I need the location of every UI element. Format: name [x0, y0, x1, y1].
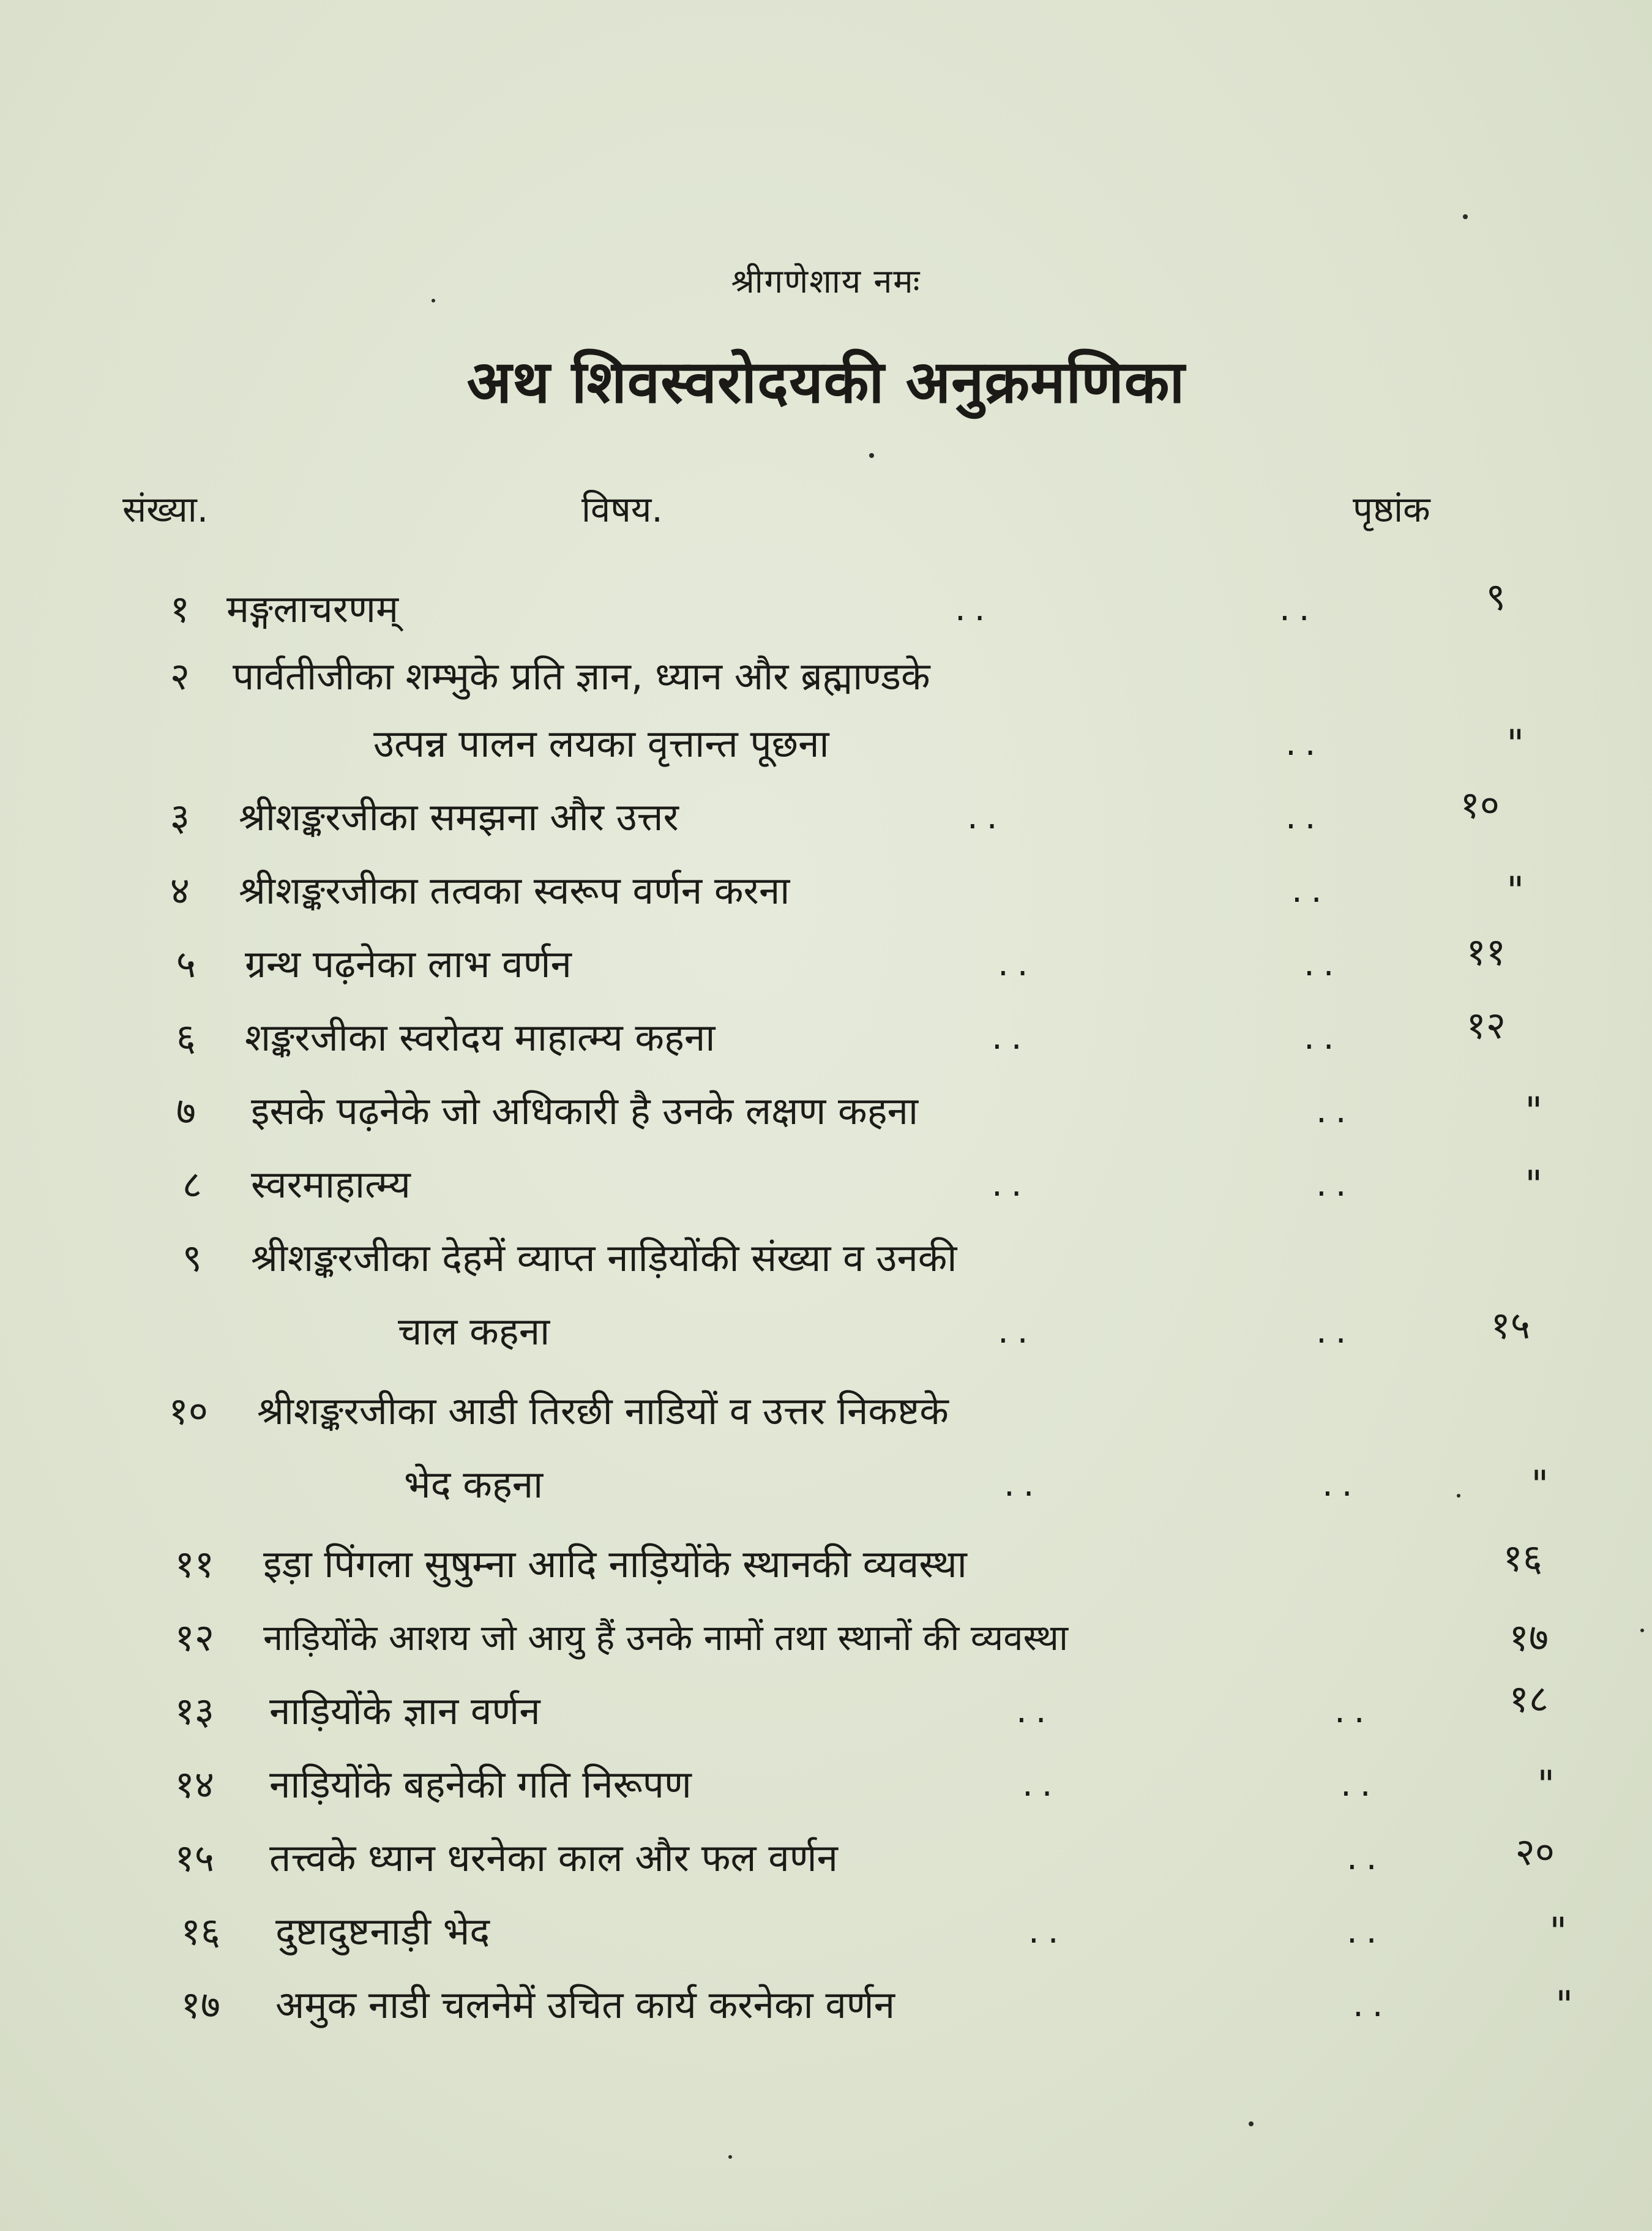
entry-number: ९ [182, 1235, 202, 1280]
leader-dots: .. [1316, 1091, 1355, 1131]
entry-number: ७ [176, 1089, 196, 1133]
entry-subject: श्रीशङ्करजीका देहमें व्याप्त नाड़ियोंकी संख्या व उनकी [251, 1235, 957, 1280]
toc-entry [0, 1978, 1652, 2033]
entry-subject: इड़ा पिंगला सुषुम्ना आदि नाड़ियोंके स्थानकी व्यवस्था [263, 1542, 967, 1586]
entry-number: १६ [181, 1909, 220, 1954]
toc-entry [0, 1831, 1652, 1886]
entry-number: ६ [176, 1015, 196, 1060]
leader-dots: .. [1304, 1018, 1343, 1057]
entry-number: १ [170, 587, 190, 631]
leader-dots: .. [1316, 1164, 1355, 1204]
entry-subject-continued: चाल कहना [398, 1309, 550, 1354]
leader-dots: .. [1279, 589, 1318, 629]
entry-page: १८ [1509, 1676, 1549, 1721]
entry-page: " [1531, 1462, 1549, 1507]
paper-speck [1249, 2121, 1254, 2126]
leader-dots: .. [1285, 797, 1325, 837]
toc-entry [0, 1084, 1652, 1139]
entry-number: १५ [174, 1835, 214, 1880]
entry-subject: तत्त्वके ध्यान धरनेका काल और फल वर्णन [269, 1835, 838, 1880]
entry-page: " [1506, 868, 1524, 913]
entry-subject-continued: भेद कहना [404, 1462, 544, 1507]
leader-dots: .. [955, 589, 994, 629]
toc-entry-continuation [0, 716, 1652, 771]
leader-dots: .. [998, 1311, 1037, 1351]
entry-subject: शङ्करजीका स्वरोदय माहात्म्य कहना [245, 1015, 716, 1060]
entry-page: " [1549, 1909, 1567, 1954]
entry-number: १३ [174, 1689, 214, 1733]
entry-subject-continued: उत्पन्न पालन लयका वृत्तान्त पूछना [373, 721, 829, 766]
leader-dots: .. [967, 797, 1006, 837]
leader-dots: .. [1353, 1985, 1392, 2025]
leader-dots: .. [992, 1164, 1031, 1204]
toc-entry [0, 1610, 1652, 1665]
entry-number: ४ [170, 868, 190, 913]
leader-dots: .. [1291, 871, 1331, 910]
leader-dots: .. [1004, 1464, 1043, 1504]
entry-page: १६ [1503, 1535, 1542, 1580]
paper-speck [869, 453, 874, 458]
entry-subject: इसके पढ़नेके जो अधिकारी है उनके लक्षण कहना [251, 1089, 919, 1133]
paper-speck [728, 2155, 732, 2159]
toc-entry [0, 782, 1652, 845]
leader-dots: .. [1347, 1838, 1386, 1878]
entry-page: ११ [1466, 929, 1506, 974]
entry-page: १२ [1466, 1003, 1506, 1048]
entry-subject: दुष्टादुष्टनाड़ी भेद [275, 1909, 490, 1954]
entry-subject: ग्रन्थ पढ़नेका लाभ वर्णन [245, 942, 572, 986]
paper-speck [1640, 1629, 1644, 1632]
entry-number: ३ [170, 795, 190, 839]
leader-dots: .. [1347, 1911, 1386, 1951]
entry-number: १० [168, 1389, 208, 1433]
entry-subject: स्वरमाहात्म्य [251, 1162, 411, 1207]
entry-subject: नाड़ियोंके आशय जो आयु हैं उनके नामों तथा स्थानों की व्यवस्था [263, 1617, 1069, 1659]
entry-number: ५ [176, 942, 196, 986]
leader-dots: .. [1016, 1691, 1055, 1731]
toc-entry-continuation [0, 1304, 1652, 1359]
toc-entry-continuation [0, 1457, 1652, 1512]
column-header-page: पृष्ठांक [1353, 489, 1430, 530]
entry-page: " [1555, 1982, 1573, 2027]
column-header-subject: विषय. [581, 489, 663, 530]
toc-entry [0, 863, 1652, 918]
entry-page: " [1525, 1089, 1542, 1133]
entry-page: १० [1460, 782, 1500, 827]
toc-entry [0, 1537, 1652, 1592]
paper-speck [432, 299, 435, 302]
entry-page: १७ [1509, 1615, 1549, 1660]
entry-page: " [1506, 721, 1524, 766]
toc-entry [0, 1676, 1652, 1739]
page-title: अथ शिवस्वरोदयकी अनुक्रमणिका [466, 348, 1186, 416]
leader-dots: .. [1285, 724, 1325, 763]
entry-subject: अमुक नाडी चलनेमें उचित कार्य करनेका वर्णन [275, 1982, 895, 2027]
entry-subject: नाड़ियोंके ज्ञान वर्णन [269, 1689, 540, 1733]
entry-page: १५ [1490, 1303, 1530, 1348]
entry-number: २ [170, 654, 190, 699]
entry-number: १७ [181, 1982, 220, 2027]
entry-page: ९ [1486, 574, 1506, 619]
column-header-number: संख्या. [122, 489, 209, 530]
entry-page: " [1525, 1162, 1542, 1207]
entry-number: १४ [174, 1762, 214, 1807]
entry-subject: श्रीशङ्करजीका तत्वका स्वरूप वर्णन करना [239, 868, 790, 913]
leader-dots: .. [992, 1018, 1031, 1057]
leader-dots: .. [998, 944, 1037, 984]
entry-subject: श्रीशङ्करजीका आडी तिरछी नाडियों व उत्तर निकष्टके [257, 1389, 949, 1433]
entry-subject: मङ्गलाचरणम् [226, 587, 399, 631]
entry-page: " [1537, 1762, 1555, 1807]
toc-entry [0, 1231, 1652, 1286]
invocation-line: श्रीगणेशाय नमः [731, 262, 921, 301]
leader-dots: .. [1022, 1764, 1061, 1804]
leader-dots: .. [1304, 944, 1343, 984]
paper-speck [1457, 1494, 1460, 1498]
toc-entry [0, 1157, 1652, 1212]
toc-entry [0, 574, 1652, 637]
paper-speck [1463, 214, 1468, 219]
entry-page: २० [1515, 1829, 1555, 1874]
toc-entry [0, 1904, 1652, 1959]
toc-entry [0, 1003, 1652, 1065]
leader-dots: .. [1340, 1764, 1380, 1804]
leader-dots: .. [1322, 1464, 1361, 1504]
toc-entry [0, 1384, 1652, 1439]
entry-subject: नाड़ियोंके बहनेकी गति निरूपण [269, 1762, 692, 1807]
leader-dots: .. [1334, 1691, 1374, 1731]
entry-number: ११ [174, 1542, 214, 1586]
toc-entry [0, 649, 1652, 704]
leader-dots: .. [1316, 1311, 1355, 1351]
toc-entry [0, 1757, 1652, 1812]
leader-dots: .. [1028, 1911, 1067, 1951]
entry-subject: पार्वतीजीका शम्भुके प्रति ज्ञान, ध्यान और ब्रह्माण्डके [233, 654, 930, 699]
entry-number: ८ [182, 1162, 202, 1207]
toc-entry [0, 929, 1652, 992]
entry-subject: श्रीशङ्करजीका समझना और उत्तर [239, 795, 679, 839]
entry-number: १२ [174, 1615, 214, 1660]
